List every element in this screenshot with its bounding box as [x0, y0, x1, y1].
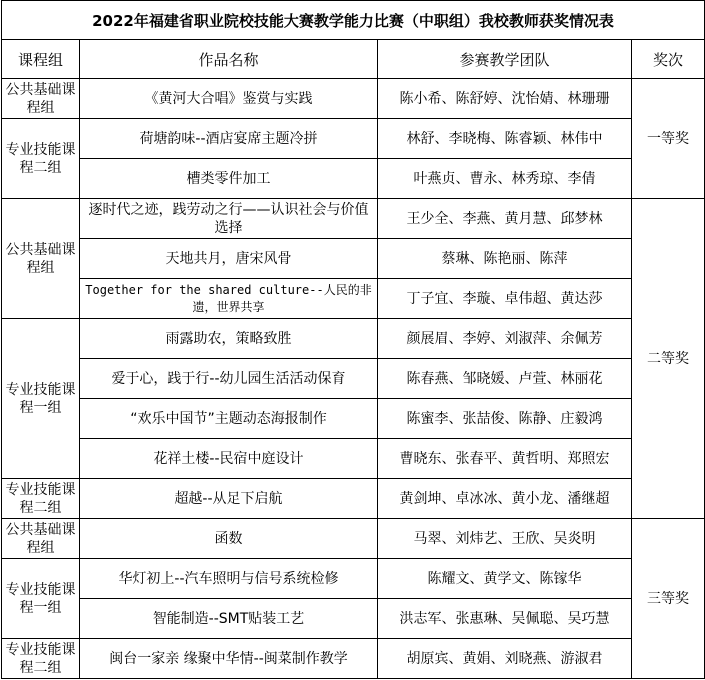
group-cell: 专业技能课程一组 — [2, 559, 80, 639]
work-cell: 雨露助农，策略致胜 — [80, 319, 378, 359]
prize-cell: 一等奖 — [632, 79, 705, 199]
team-cell: 陈春燕、邹晓媛、卢萱、林丽花 — [378, 359, 632, 399]
group-cell: 公共基础课程组 — [2, 199, 80, 319]
work-cell: 智能制造--SMT贴装工艺 — [80, 599, 378, 639]
table-row — [2, 199, 705, 239]
table-row — [2, 519, 705, 559]
team-cell: 陈耀文、黄学文、陈镓华 — [378, 559, 632, 599]
awards-table — [1, 0, 705, 679]
header-team: 参赛教学团队 — [378, 40, 632, 79]
team-cell: 丁子宜、李璇、卓伟超、黄达莎 — [378, 279, 632, 319]
table-row — [2, 79, 705, 119]
team-cell: 马翠、刘炜艺、王欣、吴炎明 — [378, 519, 632, 559]
team-cell: 曹晓东、张春平、黄哲明、郑照宏 — [378, 439, 632, 479]
table-row — [2, 599, 705, 639]
group-cell: 公共基础课程组 — [2, 519, 80, 559]
work-cell: 槽类零件加工 — [80, 159, 378, 199]
prize-cell: 二等奖 — [632, 199, 705, 519]
work-cell: 逐时代之迹，践劳动之行——认识社会与价值选择 — [80, 199, 378, 239]
team-cell: 胡原宾、黄娟、刘晓燕、游淑君 — [378, 639, 632, 679]
work-cell: 荷塘韵味--酒店宴席主题冷拼 — [80, 119, 378, 159]
table-title: 2022年福建省职业院校技能大赛教学能力比赛（中职组）我校教师获奖情况表 — [2, 1, 705, 40]
team-cell: 叶燕贞、曹永、林秀琼、李倩 — [378, 159, 632, 199]
header-row — [2, 40, 705, 79]
team-cell: 陈小希、陈舒婷、沈怡婧、林珊珊 — [378, 79, 632, 119]
table-row — [2, 159, 705, 199]
team-cell: 王少全、李燕、黄月慧、邱梦林 — [378, 199, 632, 239]
group-cell: 专业技能课程二组 — [2, 639, 80, 679]
team-cell: 洪志军、张惠琳、吴佩聪、吴巧慧 — [378, 599, 632, 639]
table-row — [2, 319, 705, 359]
table-row — [2, 399, 705, 439]
team-cell: 陈蜜李、张喆俊、陈静、庄毅鸿 — [378, 399, 632, 439]
group-cell: 专业技能课程二组 — [2, 119, 80, 199]
team-cell: 蔡琳、陈艳丽、陈萍 — [378, 239, 632, 279]
team-cell: 颜展眉、李婷、刘淑萍、余佩芳 — [378, 319, 632, 359]
group-cell: 公共基础课程组 — [2, 79, 80, 119]
work-cell: “欢乐中国节”主题动态海报制作 — [80, 399, 378, 439]
group-cell: 专业技能课程二组 — [2, 479, 80, 519]
group-cell: 专业技能课程一组 — [2, 319, 80, 479]
work-cell: 闽台一家亲 缘聚中华情--闽菜制作教学 — [80, 639, 378, 679]
work-cell: 天地共月，唐宋风骨 — [80, 239, 378, 279]
header-group: 课程组 — [2, 40, 80, 79]
table-row — [2, 639, 705, 679]
team-cell: 林舒、李晓梅、陈睿颖、林伟中 — [378, 119, 632, 159]
team-cell: 黄剑坤、卓冰冰、黄小龙、潘继超 — [378, 479, 632, 519]
work-cell: 爱于心，践于行--幼儿园生活活动保育 — [80, 359, 378, 399]
header-work: 作品名称 — [80, 40, 378, 79]
table-row — [2, 559, 705, 599]
table-row — [2, 439, 705, 479]
work-cell: 函数 — [80, 519, 378, 559]
work-cell: 超越--从足下启航 — [80, 479, 378, 519]
table-row — [2, 119, 705, 159]
table-row — [2, 479, 705, 519]
prize-cell: 三等奖 — [632, 519, 705, 679]
work-cell: Together for the shared culture--人民的非遗，世界共享 — [80, 279, 378, 319]
table-row — [2, 279, 705, 319]
table-row — [2, 359, 705, 399]
header-prize: 奖次 — [632, 40, 705, 79]
work-cell: 花祥土楼--民宿中庭设计 — [80, 439, 378, 479]
work-cell: 华灯初上--汽车照明与信号系统检修 — [80, 559, 378, 599]
table-row — [2, 239, 705, 279]
work-cell: 《黄河大合唱》鉴赏与实践 — [80, 79, 378, 119]
